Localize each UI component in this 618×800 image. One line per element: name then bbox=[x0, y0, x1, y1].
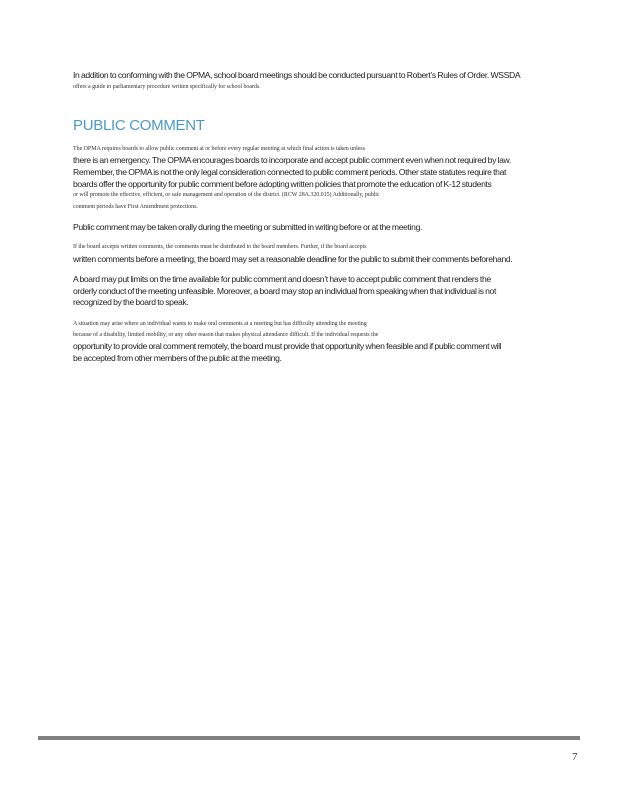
p1-line-4: boards offer the opportunity for public comment before adopting written policies that promote the education of K-12 students bbox=[73, 179, 492, 189]
p1-line-3: Remember, the OPMA is not the only legal consideration connected to public comment periods. Other state statutes require that bbox=[73, 167, 507, 177]
intro-line-2: offers a guide to parliamentary procedure written specifically for school boards. bbox=[73, 84, 261, 90]
p3-line-1: If the board accepts written comments, the comments must be distributed to the board members. Further, if the board accepts bbox=[73, 244, 367, 250]
p3-line-2: written comments before a meeting, the board may set a reasonable deadline for the public to submit their comments beforehand. bbox=[73, 254, 513, 264]
p4-line-2: orderly conduct of the meeting unfeasible. Moreover, a board may stop an individual from speaking when that individual is not bbox=[73, 286, 497, 296]
p5-line-3: opportunity to provide oral comment remotely, the board must provide that opportunity when feasible and if public comment will bbox=[73, 341, 502, 351]
p1-line-1: The OPMA requires boards to allow public comment at or before every regular meeting at which final action is taken unless bbox=[73, 146, 365, 152]
section-heading: PUBLIC COMMENT bbox=[73, 117, 205, 134]
p4-line-1: A board may put limits on the time available for public comment and doesn’t have to accept public comment that renders the bbox=[73, 274, 491, 284]
p1-line-5: or will promote the effective, efficient, or safe management and operation of the district. (RCW 28A.320.015) Additionally, public bbox=[73, 192, 380, 198]
intro-line-1: In addition to conforming with the OPMA, school board meetings should be conducted pursuant to Robert’s Rules of Order. WSSDA bbox=[73, 70, 521, 80]
p1-line-2: there is an emergency. The OPMA encourages boards to incorporate and accept public comment even when not required by law. bbox=[73, 155, 511, 165]
p1-line-6: comment periods have First Amendment protections. bbox=[73, 204, 198, 210]
footer-rule bbox=[38, 736, 580, 740]
p5-line-2: because of a disability, limited mobility, or any other reason that makes physical attendance difficult. If the individual requests the bbox=[73, 332, 379, 338]
p5-line-1: A situation may arise where an individual wants to make oral comments at a meeting but has difficulty attending the meeting bbox=[73, 321, 367, 327]
p5-line-4: be accepted from other members of the public at the meeting. bbox=[73, 353, 282, 363]
p4-line-3: recognized by the board to speak. bbox=[73, 297, 189, 307]
page-number: 7 bbox=[572, 751, 578, 763]
p2-line-1: Public comment may be taken orally during the meeting or submitted in writing before or at the meeting. bbox=[73, 222, 423, 232]
